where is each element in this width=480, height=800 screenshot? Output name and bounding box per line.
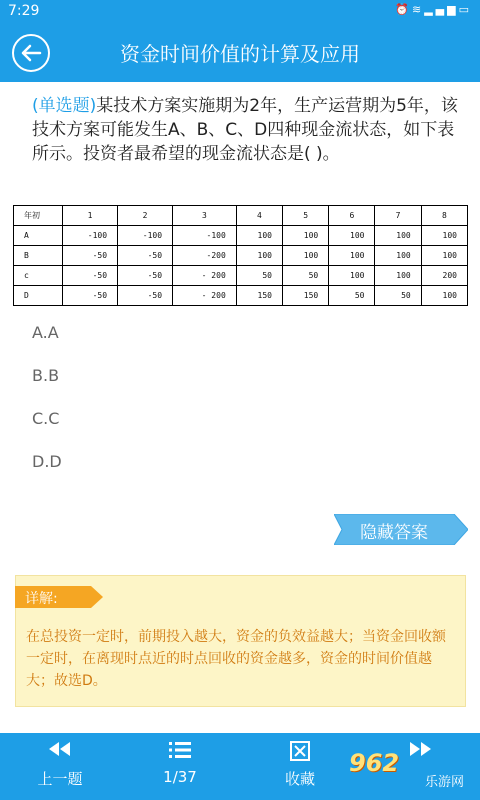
page-title: 资金时间价值的计算及应用 bbox=[120, 42, 360, 66]
table-cell: 100 bbox=[421, 246, 467, 266]
table-cell: -100 bbox=[173, 226, 237, 246]
table-cell: 50 bbox=[375, 286, 421, 306]
table-cell: 100 bbox=[283, 246, 329, 266]
table-cell: B bbox=[14, 246, 63, 266]
table-cell: 150 bbox=[283, 286, 329, 306]
list-icon bbox=[132, 741, 228, 761]
table-header-row bbox=[14, 206, 468, 226]
question-text: 某技术方案实施期为2年，生产运营期为5年，该技术方案可能发生A、B、C、D四种现金流状态，如下表所示。投资者最希望的现金流状态是( )。 bbox=[32, 96, 458, 164]
table-cell: -100 bbox=[118, 226, 173, 246]
option-d[interactable]: D.D bbox=[32, 452, 62, 471]
table-header-cell: 年初 bbox=[14, 206, 63, 226]
table-cell: 50 bbox=[236, 266, 282, 286]
question-type: (单选题) bbox=[32, 96, 97, 116]
explanation-tag-label: 详解: bbox=[25, 591, 58, 607]
rewind-icon bbox=[12, 741, 108, 761]
table-row bbox=[14, 266, 468, 286]
hide-answer-label: 隐藏答案 bbox=[360, 523, 428, 543]
wifi-icon: ≋ bbox=[411, 3, 425, 16]
question-list-button[interactable] bbox=[132, 733, 228, 800]
table-header-cell: 5 bbox=[283, 206, 329, 226]
table-header-cell: 3 bbox=[173, 206, 237, 226]
table-cell: c bbox=[14, 266, 63, 286]
option-b[interactable]: B.B bbox=[32, 366, 60, 385]
table-header-cell: 6 bbox=[329, 206, 375, 226]
table-cell: 100 bbox=[236, 246, 282, 266]
table-cell: -50 bbox=[118, 286, 173, 306]
table-row bbox=[14, 286, 468, 306]
table-cell: 100 bbox=[329, 246, 375, 266]
site-watermark bbox=[345, 743, 475, 795]
table-cell: 100 bbox=[375, 246, 421, 266]
table-row bbox=[14, 226, 468, 246]
table-cell: A bbox=[14, 226, 63, 246]
watermark-brand: 962 bbox=[349, 749, 400, 777]
table-cell: D bbox=[14, 286, 63, 306]
table-header-cell: 4 bbox=[236, 206, 282, 226]
signal-icon: ▂▄▆ bbox=[424, 3, 459, 16]
explanation-tag bbox=[15, 586, 103, 608]
cash-flow-table bbox=[13, 205, 468, 306]
table-cell: -50 bbox=[63, 266, 118, 286]
table-header-cell: 1 bbox=[63, 206, 118, 226]
table-cell: - 200 bbox=[173, 266, 237, 286]
hide-answer-button[interactable] bbox=[334, 514, 468, 545]
status-icons bbox=[395, 3, 472, 16]
progress-label: 1/37 bbox=[163, 768, 197, 786]
table-cell: 100 bbox=[236, 226, 282, 246]
table-cell: 50 bbox=[329, 286, 375, 306]
table-cell: 100 bbox=[329, 226, 375, 246]
table-cell: 50 bbox=[283, 266, 329, 286]
table-header-cell: 2 bbox=[118, 206, 173, 226]
app-bar bbox=[0, 24, 480, 82]
favorite-button[interactable] bbox=[252, 733, 348, 800]
table-cell: -50 bbox=[63, 246, 118, 266]
table-cell: 200 bbox=[421, 266, 467, 286]
prev-question-button[interactable] bbox=[12, 733, 108, 800]
table-cell: -200 bbox=[173, 246, 237, 266]
table-cell: 100 bbox=[421, 286, 467, 306]
option-c[interactable]: C.C bbox=[32, 409, 60, 428]
table-cell: -100 bbox=[63, 226, 118, 246]
prev-question-label: 上一题 bbox=[37, 770, 83, 788]
battery-icon: ▭ bbox=[458, 3, 472, 16]
table-cell: - 200 bbox=[173, 286, 237, 306]
table-cell: 100 bbox=[375, 226, 421, 246]
favorite-label: 收藏 bbox=[284, 770, 315, 788]
table-row bbox=[14, 246, 468, 266]
close-box-icon bbox=[252, 741, 348, 761]
table-cell: 100 bbox=[375, 266, 421, 286]
table-cell: 100 bbox=[329, 266, 375, 286]
alarm-icon: ⏰ bbox=[395, 3, 412, 16]
table-header-cell: 8 bbox=[421, 206, 467, 226]
status-time: 7:29 bbox=[8, 3, 40, 19]
table-cell: -50 bbox=[118, 266, 173, 286]
table-header-cell: 7 bbox=[375, 206, 421, 226]
table-cell: 150 bbox=[236, 286, 282, 306]
explanation-panel bbox=[15, 575, 466, 707]
explanation-text: 在总投资一定时，前期投入越大，资金的负效益越大；当资金回收额一定时，在离现时点近的时点回收的资金越多，资金的时间价值越大；故选D。 bbox=[26, 629, 446, 689]
table-cell: 100 bbox=[283, 226, 329, 246]
table-cell: -50 bbox=[118, 246, 173, 266]
table-cell: -50 bbox=[63, 286, 118, 306]
question-stem bbox=[32, 94, 462, 166]
status-bar bbox=[0, 0, 480, 24]
option-a[interactable]: A.A bbox=[32, 323, 59, 342]
table-cell: 100 bbox=[421, 226, 467, 246]
watermark-site: 乐游网 bbox=[425, 775, 465, 790]
